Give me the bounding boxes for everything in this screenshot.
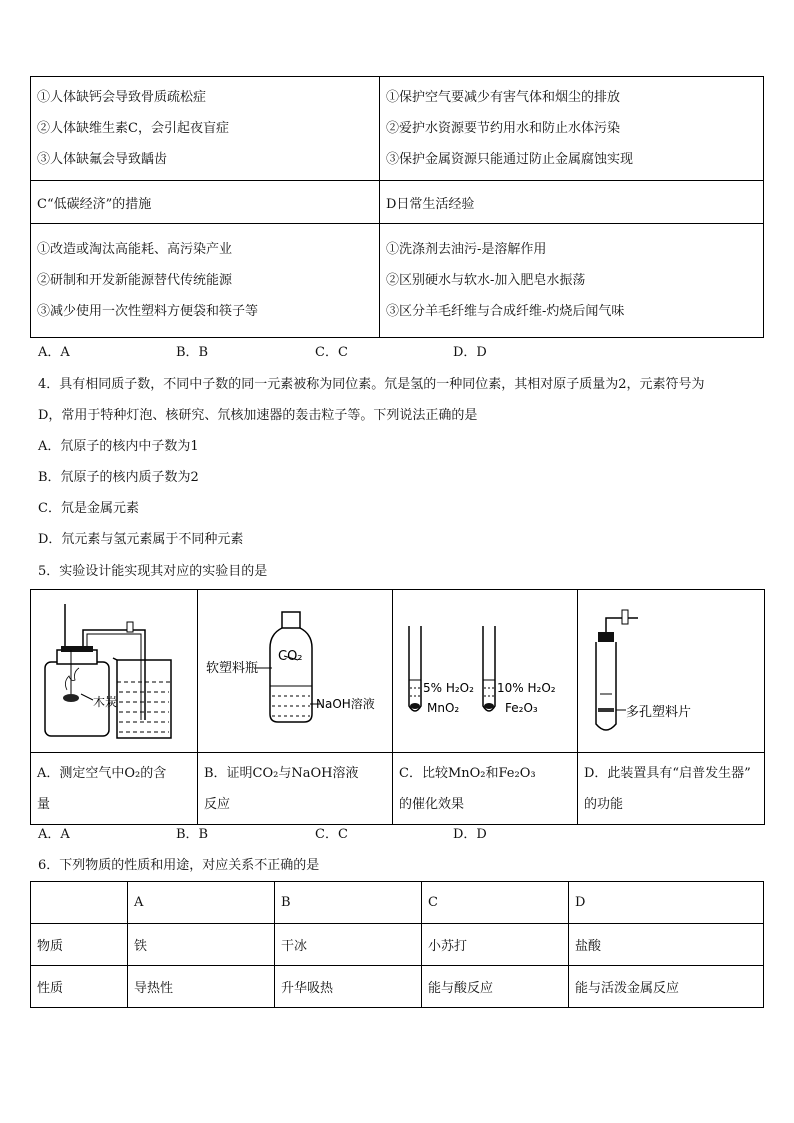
q4-option-d[interactable]: D．氘元素与氢元素属于不同种元素 <box>38 532 244 547</box>
apparatus-b-diagram <box>198 590 392 748</box>
q6-row1-c: 小苏打 <box>422 924 569 966</box>
q5-fig-c <box>393 590 578 753</box>
q4-option-c[interactable]: C．氘是金属元素 <box>38 501 139 516</box>
q3-cell-d <box>380 224 764 338</box>
q5-caption-d-line-2: 的功能 <box>584 796 624 812</box>
label-charcoal: 木炭 <box>93 695 118 709</box>
q6-row2-a: 导热性 <box>128 966 275 1008</box>
label-co2: CO₂ <box>278 649 303 664</box>
q5-caption-b-line-1: B．证明CO₂与NaOH溶液 <box>204 765 359 781</box>
q3-header-d: D日常生活经验 <box>380 181 764 224</box>
q5-stem: 5．实验设计能实现其对应的实验目的是 <box>38 564 268 579</box>
q6-header-c: C <box>422 882 569 924</box>
q5-option-d[interactable]: D．D <box>453 827 487 842</box>
q6-header-blank <box>31 882 128 924</box>
q5-caption-c-line-2: 的催化效果 <box>399 796 465 812</box>
q6-stem: 6．下列物质的性质和用途，对应关系不正确的是 <box>38 858 320 873</box>
q5-caption-a <box>31 753 198 825</box>
q5-fig-b <box>198 590 393 753</box>
q6-row1-b: 干冰 <box>275 924 422 966</box>
q6-header-d: D <box>569 882 764 924</box>
q3-c-item-2: ②研制和开发新能源替代传统能源 <box>37 273 233 288</box>
q5-option-b[interactable]: B．B <box>176 827 209 842</box>
q4-stem-line-1: 4．具有相同质子数，不同中子数的同一元素被称为同位素。氘是氢的一种同位素，其相对原子质量为2，元素符号为 <box>38 377 705 392</box>
q5-caption-b-line-2: 反应 <box>204 796 231 812</box>
q5-fig-a <box>31 590 198 753</box>
q3-option-d[interactable]: D．D <box>453 345 487 360</box>
q5-caption-d <box>578 753 765 825</box>
q6-row1-label: 物质 <box>31 924 128 966</box>
q3-left-item-3: ③人体缺氟会导致龋齿 <box>37 152 168 167</box>
q3-c-item-3: ③减少使用一次性塑料方便袋和筷子等 <box>37 304 259 319</box>
q5-caption-a-line-2: 量 <box>37 796 51 812</box>
q5-caption-b <box>198 753 393 825</box>
label-porous-plate: 多孔塑料片 <box>626 705 692 720</box>
apparatus-c-diagram <box>393 590 577 748</box>
q5-caption-d-line-1: D．此装置具有“启普发生器” <box>584 765 751 781</box>
q5-caption-a-line-1: A．测定空气中O₂的含 <box>37 765 167 781</box>
q6-table <box>30 881 764 1008</box>
q5-option-a[interactable]: A．A <box>38 827 70 842</box>
q3-cell-c <box>31 224 380 338</box>
q5-caption-c <box>393 753 578 825</box>
apparatus-a-diagram <box>31 590 197 748</box>
q6-row2-b: 升华吸热 <box>275 966 422 1008</box>
label-h2o2-10: 10% H₂O₂ <box>497 681 556 695</box>
q5-option-c[interactable]: C．C <box>315 827 348 842</box>
q3-c-item-1: ①改造或淘汰高能耗、高污染产业 <box>37 242 233 257</box>
q3-right-item-3: ③保护金属资源只能通过防止金属腐蚀实现 <box>386 152 634 167</box>
q6-row1-d: 盐酸 <box>569 924 764 966</box>
q3-table <box>30 76 764 338</box>
label-soft-bottle: 软塑料瓶 <box>206 661 259 676</box>
q6-row2-c: 能与酸反应 <box>422 966 569 1008</box>
q5-fig-d <box>578 590 765 753</box>
q6-row2-d: 能与活泼金属反应 <box>569 966 764 1008</box>
label-mno2: MnO₂ <box>427 701 460 715</box>
q3-right-item-2: ②爱护水资源要节约用水和防止水体污染 <box>386 121 621 136</box>
q3-cell-right <box>380 77 764 181</box>
q3-d-item-1: ①洗涤剂去油污-是溶解作用 <box>386 242 547 257</box>
q4-stem-line-2: D，常用于特种灯泡、核研究、氘核加速器的轰击粒子等。下列说法正确的是 <box>38 408 478 423</box>
q5-table <box>30 589 765 825</box>
q3-left-item-1: ①人体缺钙会导致骨质疏松症 <box>37 90 207 105</box>
label-fe2o3: Fe₂O₃ <box>505 701 538 715</box>
q6-header-b: B <box>275 882 422 924</box>
q3-d-item-2: ②区别硬水与软水-加入肥皂水振荡 <box>386 273 586 288</box>
q3-left-item-2: ②人体缺维生素C，会引起夜盲症 <box>37 121 229 136</box>
q3-right-item-1: ①保护空气要减少有害气体和烟尘的排放 <box>386 90 621 105</box>
q4-option-b[interactable]: B．氘原子的核内质子数为2 <box>38 470 199 485</box>
q4-option-a[interactable]: A．氘原子的核内中子数为1 <box>38 439 199 454</box>
q3-cell-left <box>31 77 380 181</box>
q3-header-c: C“低碳经济”的措施 <box>31 181 380 224</box>
q3-option-a[interactable]: A．A <box>38 345 70 360</box>
apparatus-d-diagram <box>578 590 764 748</box>
q6-header-a: A <box>128 882 275 924</box>
q5-caption-c-line-1: C．比较MnO₂和Fe₂O₃ <box>399 765 536 781</box>
q6-row1-a: 铁 <box>128 924 275 966</box>
q3-d-item-3: ③区分羊毛纤维与合成纤维-灼烧后闻气味 <box>386 304 625 319</box>
q3-option-b[interactable]: B．B <box>176 345 209 360</box>
q6-row2-label: 性质 <box>31 966 128 1008</box>
label-naoh: NaOH溶液 <box>316 697 375 711</box>
label-h2o2-5: 5% H₂O₂ <box>423 681 474 695</box>
q3-option-c[interactable]: C．C <box>315 345 348 360</box>
